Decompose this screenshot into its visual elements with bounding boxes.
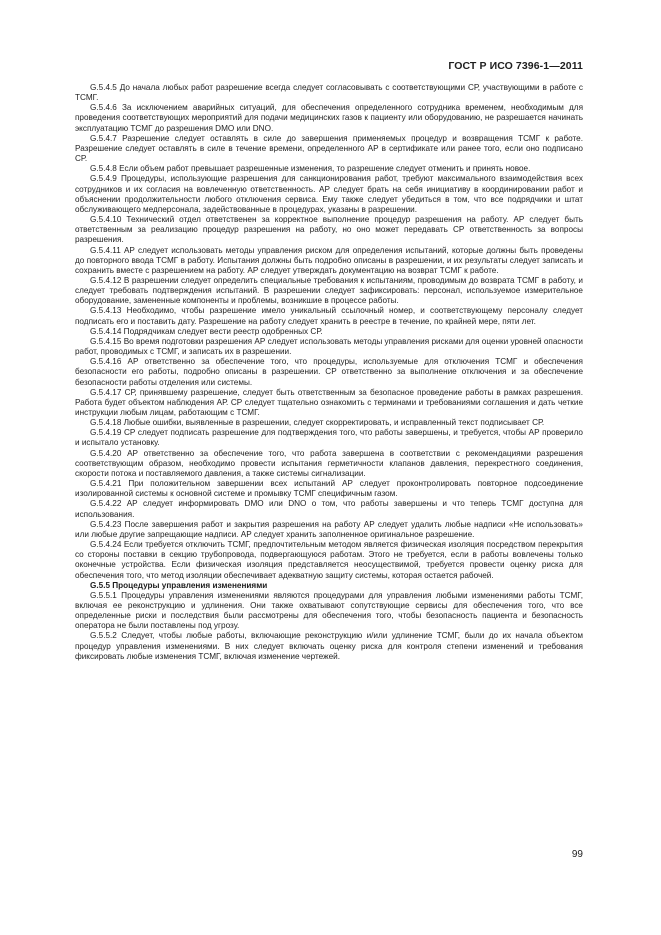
paragraph-g-5-4-23: G.5.4.23 После завершения работ и закрытия разрешения на работу АР следует удалить любые надписи «Не использовать» или любые другие запрещающие надписи. АР следует хранить заполненное оригинальное разрешение.	[75, 519, 583, 539]
paragraph-g-5-4-13: G.5.4.13 Необходимо, чтобы разрешение имело уникальный ссылочный номер, и соответствующему персоналу следует подписать его и поставить дату. Разрешение на работу следует хранить в реестре в течение, по крайней мере, пяти лет.	[75, 306, 583, 326]
paragraph-g-5-4-20: G.5.4.20 АР ответственно за обеспечение того, что работа завершена в соответствии с рекомендациями разрешения соответствующим образом, необходимо провести испытания герметичности клапанов давления, перекрестного соединения, скорости потока и поставляемого давления, а также системы сигнализации.	[75, 448, 583, 478]
document-body	[75, 83, 583, 662]
paragraph-g-5-4-19: G.5.4.19 СР следует подписать разрешение для подтверждения того, что работы завершены, и требуется, чтобы АР проверило и испытало установку.	[75, 428, 583, 448]
paragraph-g-5-4-8: G.5.4.8 Если объем работ превышает разрешенные изменения, то разрешение следует отменить и принять новое.	[90, 164, 531, 174]
paragraph-g-5-4-16: G.5.4.16 АР ответственно за обеспечение того, что процедуры, используемые для отключения ТСМГ и обеспечения безопасности его работы, подробно описаны в разрешении. СР ответственно за выполнение отключения и за обеспечение безопасности работы отделения или системы.	[75, 357, 583, 387]
page-number: 99	[571, 849, 583, 860]
paragraph-g-5-4-17: G.5.4.17 СР, принявшему разрешение, следует быть ответственным за безопасное проведение работы в рамках разрешения. Работа будет объектом наблюдения АР. СР следует тщательно ознакомить с терминами и требованиями соглашения и дать четкие инструкции любым лицам, работающим с ТСМГ.	[75, 387, 583, 417]
paragraph-g-5-4-7: G.5.4.7 Разрешение следует оставлять в силе до завершения применяемых процедур и возвращения ТСМГ к работе. Разрешение следует оставлять в силе в течение времени, определенного АР в сертификате или ранее того, если оно подписано СР.	[75, 133, 583, 164]
paragraph-g-5-4-10: G.5.4.10 Технический отдел ответственен за корректное выполнение процедур разрешения на работу. АР следует быть ответственным за реализацию процедур разрешения на работу, но оно может передавать СР ответственность за вопросы разрешения.	[75, 215, 583, 245]
paragraph-g-5-4-22: G.5.4.22 АР следует информировать DMO или DNO о том, что работы завершены и что теперь ТСМГ доступна для использования.	[75, 499, 583, 519]
paragraph-g-5-4-15: G.5.4.15 Во время подготовки разрешения АР следует использовать методы управления рисками для оценки уровней опасности работ, проводимых с ТСМГ, и записать их в разрешении.	[75, 336, 583, 357]
paragraph-g-5-5-2: G.5.5.2 Следует, чтобы любые работы, включающие реконструкцию и/или удлинение ТСМГ, были до их начала объектом процедур управления изменениями. В них следует включать оценку риска для контроля степени изменений и требования фиксировать любые изменения ТСМГ, включая изменение чертежей.	[75, 631, 583, 661]
paragraph-g-5-5-1: G.5.5.1 Процедуры управления изменениями являются процедурами для управления любыми изменениями работы ТСМГ, включая ее реконструкцию и удлинения. Они также охватывают сопутствующие сервисы для обеспечения того, что все определенные риски и последствия были рассмотрены для обеспечения того, чтобы безопасность пациента и безопасность оператора не были поставлены под угрозу.	[75, 590, 583, 631]
paragraph-g-5-4-24: G.5.4.24 Если требуется отключить ТСМГ, предпочтительным методом является физическая изоляция посредством перекрытия со стороны поставки в секцию трубопровода, подвергающуюся работам. Этого не требуется, если в работы вовлечены только оконечные устройства. Если физическая изоляция представляется неосуществимой, требуется провести оценку риска для обеспечения того, что метод изоляции обеспечивает адекватную защиту системы, которая остается рабочей.	[75, 540, 583, 580]
paragraph-g-5-4-11: G.5.4.11 АР следует использовать методы управления риском для определения испытаний, которые должны быть проведены до повторного ввода ТСМГ в работу. Испытания должны быть подробно описаны в разрешении, и их результаты следует записать и сохранить вместе с разрешением на работу. АР следует утверждать документацию на возврат ТСМГ к работе.	[75, 245, 583, 275]
paragraph-g-5-4-6: G.5.4.6 За исключением аварийных ситуаций, для обеспечения определенного сотрудника временем, необходимым для проведения соответствующих мероприятий для подачи медицинских газов к пациенту или оборудованию, не разрешается начинать эксплуатацию ТСМГ до разрешения DMO или DNO.	[75, 103, 583, 133]
paragraph-g-5-4-21: G.5.4.21 При положительном завершении всех испытаний АР следует проконтролировать повторное подсоединение изолированной системы к основной системе и промывку ТСМГ специфичным газом.	[75, 479, 583, 499]
paragraph-g-5-4-12: G.5.4.12 В разрешении следует определить специальные требования к испытаниям, проводимым до возврата ТСМГ в работу, и следует требовать подтверждения испытаний. В разрешении следует зафиксировать: персонал, используемое измерительное оборудование, замененные компоненты и проблемы, возникшие в процессе работы.	[75, 275, 583, 306]
paragraph-g-5-4-9: G.5.4.9 Процедуры, использующие разрешения для санкционирования работ, требуют максимального взаимодействия всех сотрудников и их согласия на вовлеченную ответственность. АР следует брать на себя инициативу в координировании работ и объяснении продолжительности любого отключения сервиса. Ему также следует убедиться в том, что все подрядчики и штат обслуживающего медперсонала, задействованные в процедурах, указаны в разрешении.	[75, 174, 583, 214]
paragraph-g-5-4-5: G.5.4.5 До начала любых работ разрешение всегда следует согласовывать с соответствующими СР, участвующими в работе с ТСМГ.	[75, 83, 583, 103]
section-heading-g-5-5: G.5.5 Процедуры управления изменениями	[90, 580, 268, 590]
paragraph-g-5-4-14: G.5.4.14 Подрядчикам следует вести реестр одобренных СР.	[90, 326, 323, 336]
paragraph-g-5-4-18: G.5.4.18 Любые ошибки, выявленные в разрешении, следует скорректировать, и исправленный текст подписывает СР.	[90, 418, 545, 428]
standard-header: ГОСТ Р ИСО 7396-1—2011	[448, 60, 583, 72]
